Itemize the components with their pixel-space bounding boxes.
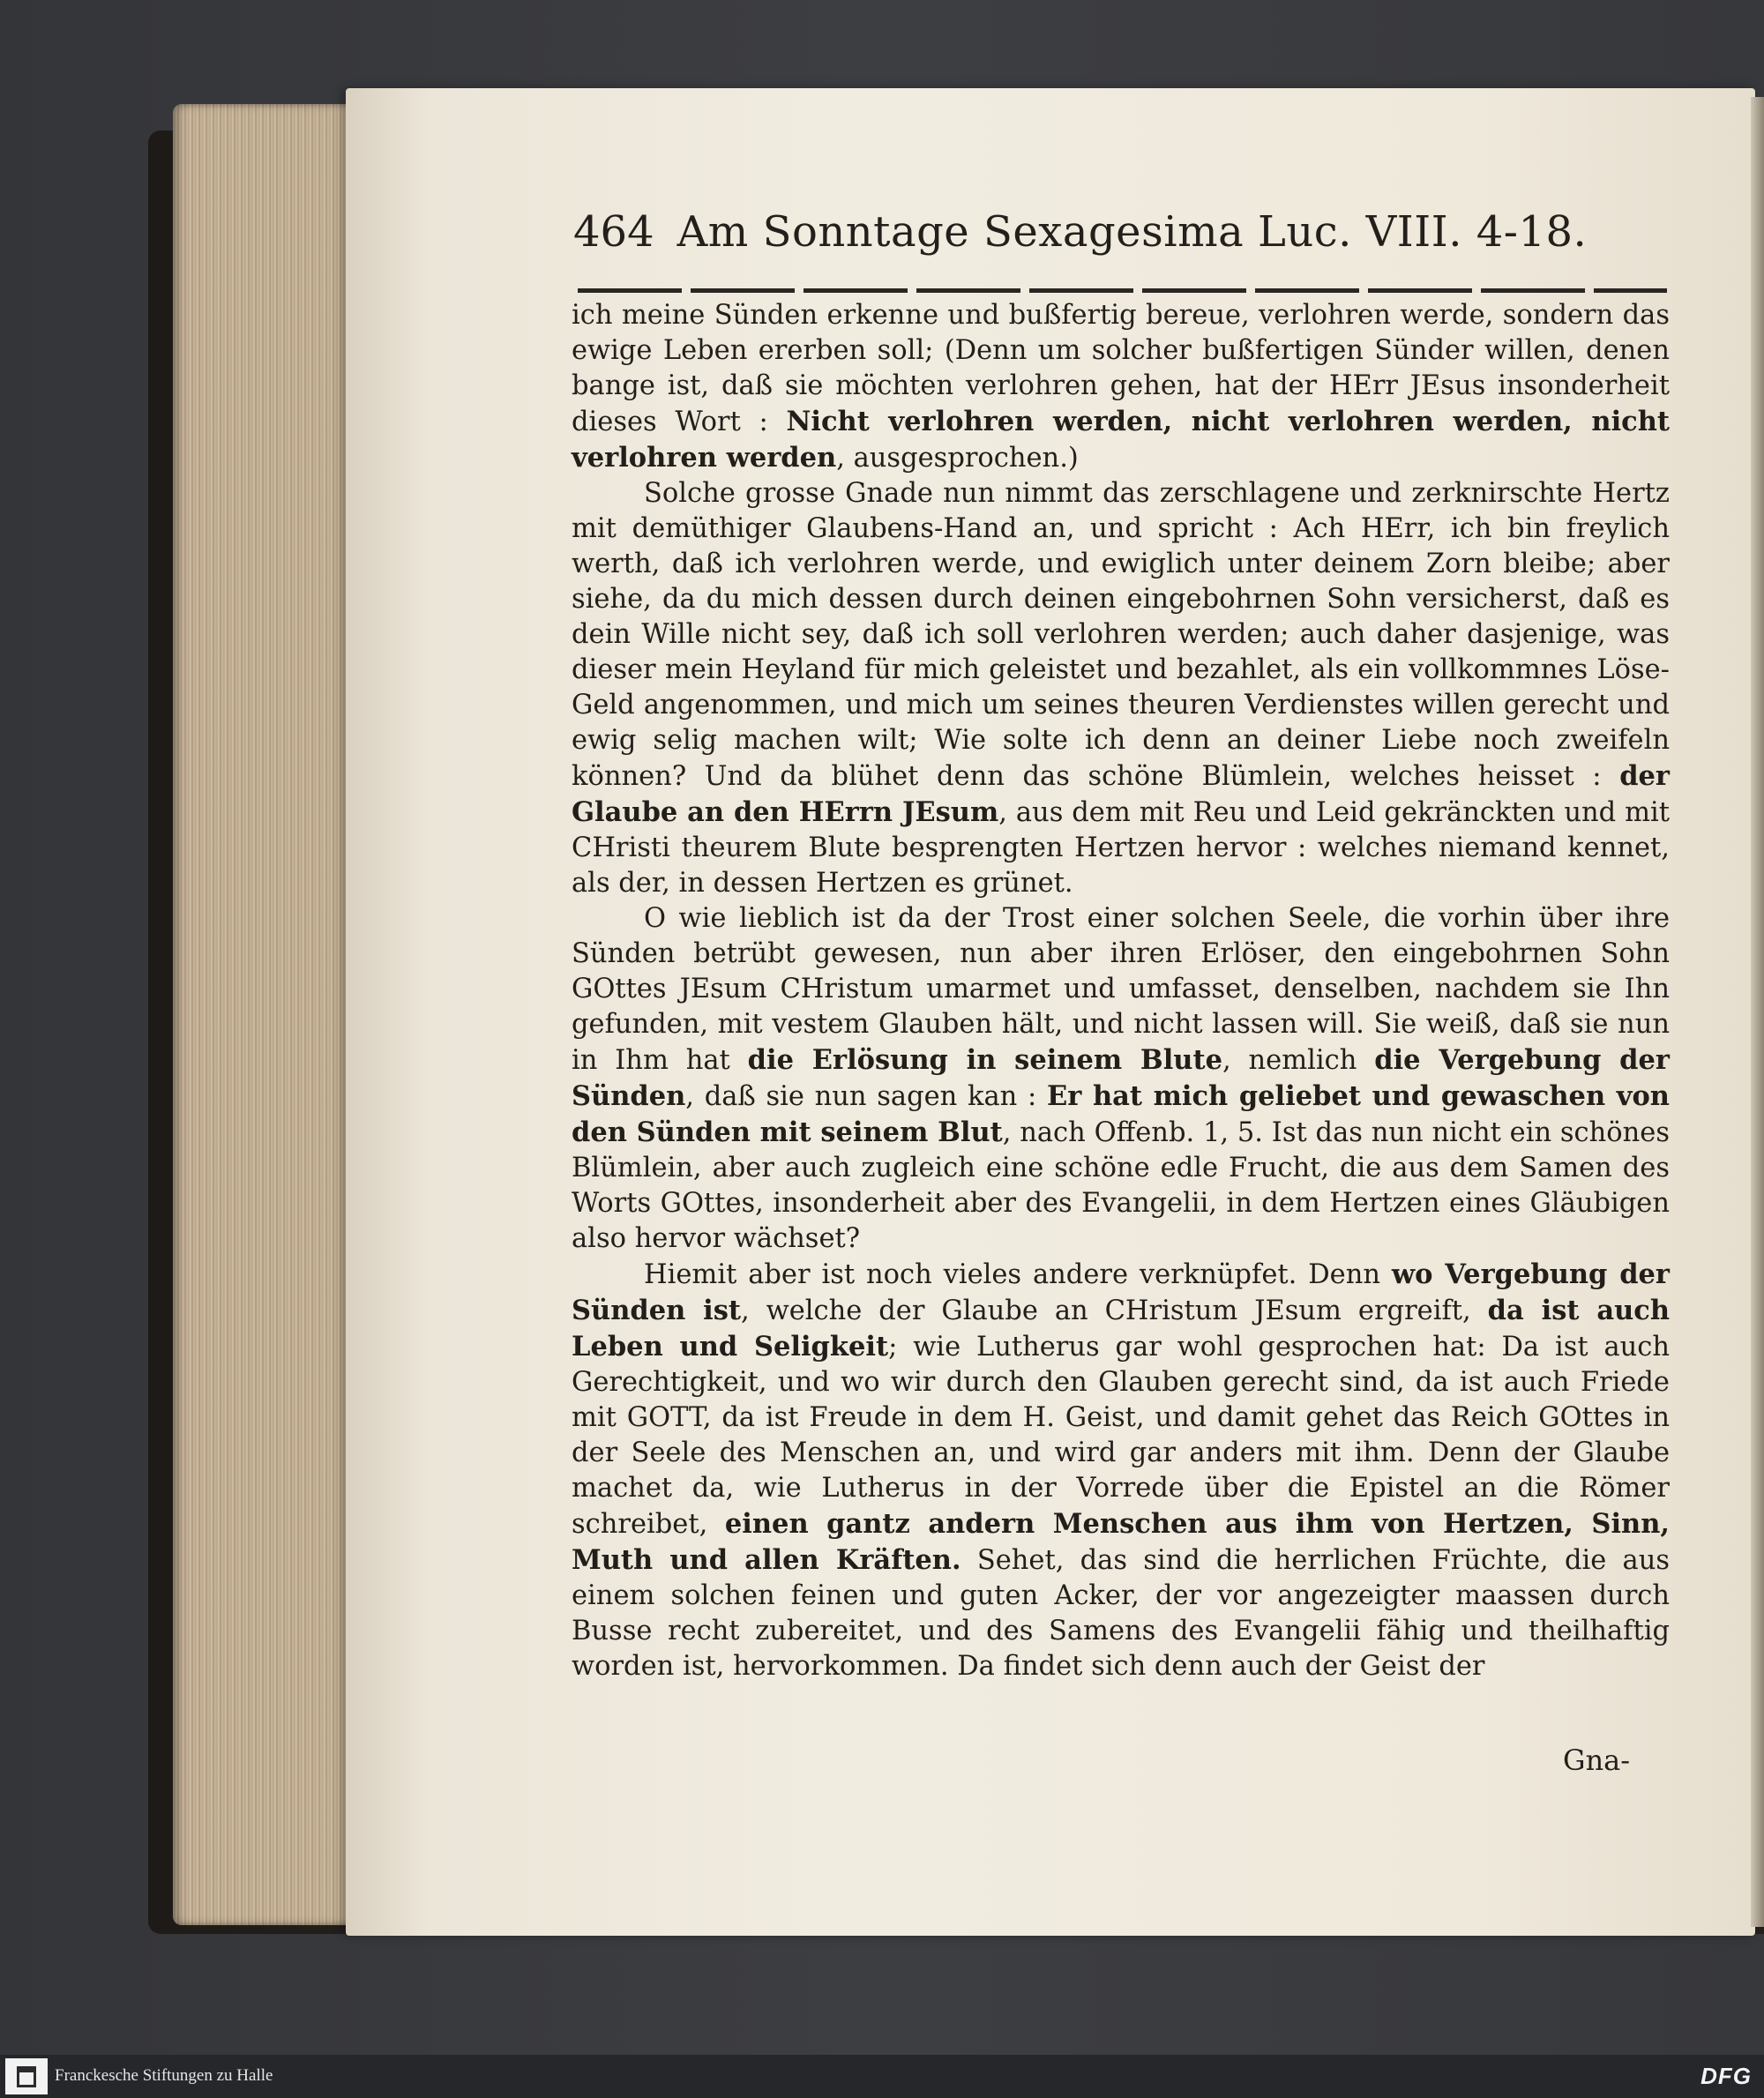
text-run: , welche der Glaube an CHristum JEsum ergreift, <box>741 1295 1471 1326</box>
paragraph-4 <box>572 1257 1670 1684</box>
page-block-edge <box>173 104 358 1925</box>
header-rule <box>578 288 1667 293</box>
page-header <box>573 207 1658 278</box>
page-number: 464 <box>573 207 654 257</box>
institution-logo-icon[interactable] <box>5 2058 48 2094</box>
text-run: O wie lieblich ist da der Trost einer solchen Seele, die vorhin über ihre Sünden betrübt gewesen, nun aber ihren Erlöser, den eingebohrnen Sohn GOttes JEsum CHristum umarmet und umfasset, denselben, nachdem sie Ihn gefunden, mit vestem Glauben hält, und nicht lassen will. Sie weiß, daß sie nun in Ihm hat <box>572 903 1670 1076</box>
page-edge-right <box>1751 97 1764 1927</box>
emphasis-run: da ist auch Leben und Seligkeit <box>572 1295 1671 1363</box>
paragraph-2 <box>572 476 1670 901</box>
paragraph-1 <box>572 298 1670 476</box>
emphasis-run: Nicht verlohren werden, nicht verlohren werden, nicht verlohren werden <box>572 406 1670 474</box>
text-run: Solche grosse Gnade nun nimmt das zerschlagene und zerknirschte Hertz mit demüthiger Glaubens-Hand an, und spricht : Ach HErr, ich bin freylich werth, daß ich verlohren werde, und ewiglich unter deinem Zorn bleibe; aber siehe, da du mich dessen durch deinen eingebohrnen Sohn versicherst, daß es dein Wille nicht sey, daß ich soll verlohren werden; auch daher dasjenige, was dieser mein Heyland für mich geleistet und bezahlet, als ein vollkommnes Löse-Geld angenommen, und mich um seines theuren Verdienstes willen gerecht und ewig selig machen wilt; Wie solte ich denn an deiner Liebe noch zweifeln können? Und da blühet denn das schöne Blümlein, welches heisset : <box>572 478 1670 792</box>
emphasis-run: einen gantz andern Menschen aus ihm von Hertzen, Sinn, Muth und allen Kräften. <box>572 1508 1670 1576</box>
running-title: Am Sonntage Sexagesima Luc. VIII. 4-18. <box>676 207 1588 257</box>
text-run: , nach Offenb. 1, 5. Ist das nun nicht ein schönes Blümlein, aber auch zugleich eine schöne edle Frucht, die aus dem Samen des Worts GOttes, insonderheit aber des Evangelii, in dem Hertzen eines Gläubigen also hervor wächset? <box>572 1117 1670 1254</box>
text-run: ; wie Lutherus gar wohl gesprochen hat: Da ist auch Gerechtigkeit, und wo wir durch den Glauben gerecht sind, da ist auch Friede mit GOTT, da ist Freude in dem H. Geist, und damit gehet das Reich GOttes in der Seele des Menschen an, und wird gar anders mit ihm. Denn der Glaube machet da, wie Lutherus in der Vorrede über die Epistel an die Römer schreibet, <box>572 1332 1670 1540</box>
emphasis-run: die Erlösung in seinem Blute <box>747 1044 1222 1076</box>
catchword: Gna- <box>1563 1743 1631 1777</box>
text-run: , nemlich <box>1222 1045 1357 1076</box>
building-icon <box>17 2066 36 2087</box>
text-run: Hiemit aber ist noch vieles andere verknüpfet. Denn <box>644 1259 1381 1290</box>
emphasis-run: wo Vergebung der Sünden ist <box>572 1258 1670 1326</box>
body-text <box>572 298 1670 1684</box>
viewer-footer <box>0 2055 1764 2098</box>
text-run: Sehet, das sind die herrlichen Früchte, die aus einem solchen feinen und guten Acker, der vor angezeigter maassen durch Busse recht zubereitet, und des Samens des Evangelii fähig und theilhaftig worden ist, hervorkommen. Da findet sich denn auch der Geist der <box>572 1545 1670 1682</box>
emphasis-run: die Vergebung der Sünden <box>572 1044 1670 1112</box>
text-run: , daß sie nun sagen kan : <box>685 1081 1037 1112</box>
paragraph-3 <box>572 901 1670 1257</box>
text-run: ich meine Sünden erkenne und bußfertig bereue, verlohren werde, sondern das ewige Leben ererben soll; (Denn um solcher bußfertigen Sünder willen, denen bange ist, daß sie möchten verlohren gehen, hat der HErr JEsus insonderheit dieses Wort : <box>572 300 1670 437</box>
dfg-logo[interactable]: DFG <box>1700 2063 1752 2089</box>
institution-label[interactable]: Franckesche Stiftungen zu Halle <box>55 2066 273 2085</box>
text-run: , ausgesprochen.) <box>836 443 1079 474</box>
text-run: , aus dem mit Reu und Leid gekränckten und mit CHristi theurem Blute besprengten Hertzen hervor : welches niemand kennet, als der, in dessen Hertzen es grünet. <box>572 797 1670 899</box>
emphasis-run: Er hat mich geliebet und gewaschen von den Sünden mit seinem Blut <box>572 1080 1670 1148</box>
emphasis-run: der Glaube an den HErrn JEsum <box>572 760 1670 828</box>
